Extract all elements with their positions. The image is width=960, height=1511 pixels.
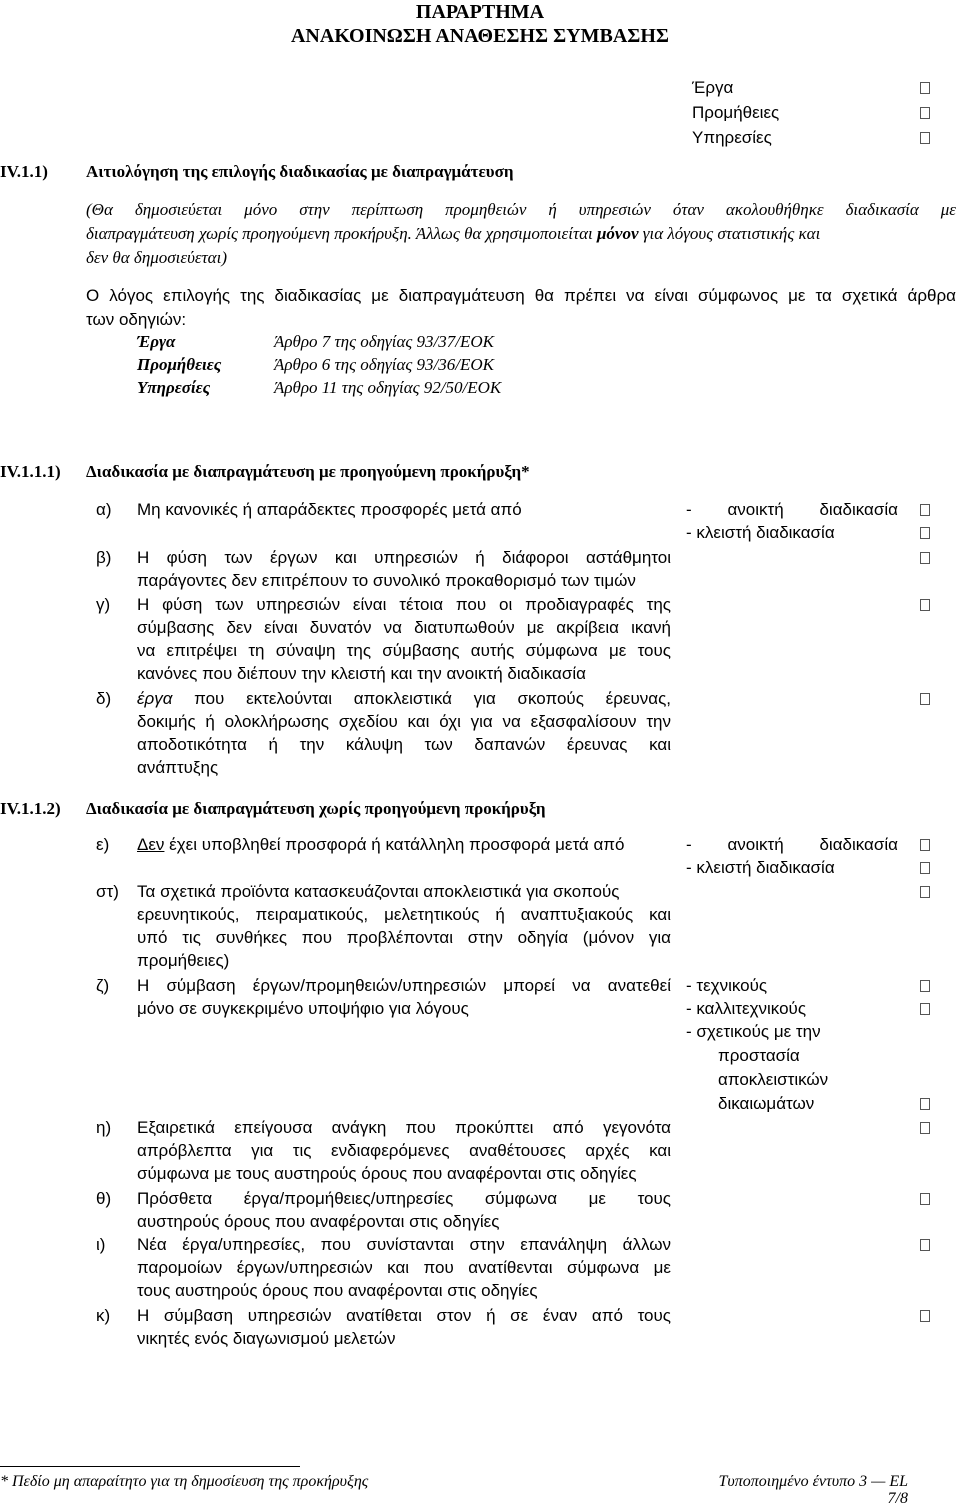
item-text: Δεν έχει υποβληθεί προσφορά ή κατάλληλη προσφορά μετά από bbox=[137, 835, 625, 854]
item-text: Η σύμβαση υπηρεσιών ανατίθεται στον ή σε έναν από τους bbox=[137, 1306, 671, 1325]
item-text: Η φύση των έργων και υπηρεσιών ή διάφοροι αστάθμητοι bbox=[137, 548, 671, 567]
item-text: παράγοντες δεν επιτρέπουν το συνολικό προκαθορισμό των τιμών bbox=[137, 571, 636, 590]
option-label: - τεχνικούς bbox=[686, 976, 768, 995]
page-title: ΠΑΡΑΡΤΗΜΑ bbox=[415, 1, 545, 23]
item-text: Μη κανονικές ή απαράδεκτες προσφορές μετά από bbox=[137, 500, 522, 519]
item-text: Η φύση των υπηρεσιών είναι τέτοια που οι προδιαγραφές της bbox=[137, 595, 671, 614]
page-number: 7/8 bbox=[887, 1490, 908, 1507]
option-checkbox[interactable] bbox=[920, 862, 930, 874]
option-checkbox[interactable] bbox=[920, 1098, 930, 1110]
option-label: - σχετικούς με την bbox=[686, 1022, 821, 1041]
item-label: ζ) bbox=[96, 976, 110, 995]
item-text: σύμβασης δεν είναι δυνατόν να διατυπωθούν με ακρίβεια ικανή bbox=[137, 618, 671, 637]
section-number: IV.1.1.2) bbox=[0, 799, 61, 818]
option-checkbox[interactable] bbox=[920, 504, 930, 516]
footer-divider bbox=[0, 1466, 300, 1467]
item-label: στ) bbox=[96, 882, 119, 901]
item-text: δοκιμής ή ολοκλήρωσης σχεδίου και όχι για να εξασφαλίσουν την bbox=[137, 712, 671, 731]
directive-article: Άρθρο 6 της οδηγίας 93/36/ΕΟΚ bbox=[274, 355, 494, 374]
item-text: παρομοίων έργων/υπηρεσιών και που ανατίθενται σύμφωνα με bbox=[137, 1258, 671, 1277]
item-label: θ) bbox=[96, 1189, 112, 1208]
item-text: απρόβλεπτα για τις ενδιαφερόμενες αναθέτουσες αρχές και bbox=[137, 1141, 671, 1160]
option-checkbox[interactable] bbox=[920, 552, 930, 564]
item-text: μόνο σε συγκεκριμένο υποψήφιο για λόγους bbox=[137, 999, 469, 1018]
section-number: IV.1.1) bbox=[0, 162, 48, 181]
option-label: - ανοικτή διαδικασία bbox=[686, 835, 898, 854]
section-number: IV.1.1.1) bbox=[0, 462, 61, 481]
item-text: Η σύμβαση έργων/προμηθειών/υπηρεσιών μπορεί να ανατεθεί bbox=[137, 976, 671, 995]
type-services-checkbox[interactable] bbox=[920, 132, 930, 144]
section-heading: Αιτιολόγηση της επιλογής διαδικασίας με διαπραγμάτευση bbox=[86, 162, 514, 181]
type-works-label: Έργα bbox=[692, 78, 734, 97]
item-text: τους αυστηρούς όρους που αναφέρονται στις οδηγίες bbox=[137, 1281, 538, 1300]
type-supplies-label: Προμήθειες bbox=[692, 103, 780, 122]
option-checkbox[interactable] bbox=[920, 693, 930, 705]
paragraph-line: Ο λόγος επιλογής της διαδικασίας με διαπραγμάτευση θα πρέπει να είναι σύμφωνος με τα σχετικά άρθρα bbox=[86, 286, 956, 305]
item-label: η) bbox=[96, 1118, 112, 1137]
option-label: - καλλιτεχνικούς bbox=[686, 999, 807, 1018]
footer-form-id: Τυποποιημένο έντυπο 3 — EL bbox=[718, 1473, 908, 1490]
item-text: υπό τις συνθήκες που προβλέπονται στην οδηγία (μόνον για bbox=[137, 928, 671, 947]
type-supplies-checkbox[interactable] bbox=[920, 107, 930, 119]
item-text: ανάπτυξης bbox=[137, 758, 219, 777]
option-checkbox[interactable] bbox=[920, 1122, 930, 1134]
item-text: προμήθειες) bbox=[137, 951, 230, 970]
option-label: αποκλειστικών bbox=[718, 1070, 829, 1089]
item-label: ι) bbox=[96, 1235, 106, 1254]
item-text: ερευνητικούς, πειραματικούς, μελετητικούς ή αναπτυξιακούς και bbox=[137, 905, 671, 924]
directive-type: Υπηρεσίες bbox=[137, 378, 211, 397]
option-checkbox[interactable] bbox=[920, 886, 930, 898]
item-text: νικητές ενός διαγωνισμού μελετών bbox=[137, 1329, 396, 1348]
item-text: κανόνες που διέπουν την κλειστή και την ανοικτή διαδικασία bbox=[137, 664, 586, 683]
item-label: κ) bbox=[96, 1306, 111, 1325]
option-checkbox[interactable] bbox=[920, 599, 930, 611]
page-subtitle: ΑΝΑΚΟΙΝΩΣΗ ΑΝΑΘΕΣΗΣ ΣΥΜΒΑΣΗΣ bbox=[290, 25, 670, 47]
option-label: - ανοικτή διαδικασία bbox=[686, 500, 898, 519]
directive-article: Άρθρο 11 της οδηγίας 92/50/ΕΟΚ bbox=[274, 378, 502, 397]
option-label: δικαιωμάτων bbox=[718, 1094, 815, 1113]
paragraph-line: των οδηγιών: bbox=[86, 310, 187, 329]
note-line: διαπραγμάτευση χωρίς προηγούμενη προκήρυξη. Άλλως θα χρησιμοποιείται μόνον για λόγους στατιστικής και bbox=[86, 224, 821, 243]
option-checkbox[interactable] bbox=[920, 1003, 930, 1015]
item-text: αυστηρούς όρους που αναφέρονται στις οδηγίες bbox=[137, 1212, 500, 1231]
option-label: - κλειστή διαδικασία bbox=[686, 523, 835, 542]
option-checkbox[interactable] bbox=[920, 980, 930, 992]
item-text: Νέα έργα/υπηρεσίες, που συνίστανται στην επανάληψη άλλων bbox=[137, 1235, 671, 1254]
item-label: ε) bbox=[96, 835, 110, 854]
item-text: έργα που εκτελούνται αποκλειστικά για σκοπούς έρευνας, bbox=[137, 689, 671, 708]
item-label: α) bbox=[96, 500, 112, 519]
option-label: προστασία bbox=[718, 1046, 800, 1065]
option-checkbox[interactable] bbox=[920, 1193, 930, 1205]
section-heading: Διαδικασία με διαπραγμάτευση χωρίς προηγούμενη προκήρυξη bbox=[86, 799, 546, 818]
type-services-label: Υπηρεσίες bbox=[692, 128, 772, 147]
option-checkbox[interactable] bbox=[920, 839, 930, 851]
item-label: γ) bbox=[96, 595, 111, 614]
option-checkbox[interactable] bbox=[920, 527, 930, 539]
directive-article: Άρθρο 7 της οδηγίας 93/37/ΕΟΚ bbox=[274, 332, 494, 351]
directive-type: Προμήθειες bbox=[137, 355, 222, 374]
item-text: Πρόσθετα έργα/προμήθειες/υπηρεσίες σύμφωνα με τους bbox=[137, 1189, 671, 1208]
option-label: - κλειστή διαδικασία bbox=[686, 858, 835, 877]
option-checkbox[interactable] bbox=[920, 1239, 930, 1251]
item-text: να επιτρέψει τη σύναψη της σύμβασης αυτής σύμφωνα με τους bbox=[137, 641, 671, 660]
type-works-checkbox[interactable] bbox=[920, 82, 930, 94]
item-text: σύμφωνα με τους αυστηρούς όρους που αναφέρονται στις οδηγίες bbox=[137, 1164, 637, 1183]
note-line: (Θα δημοσιεύεται μόνο στην περίπτωση προμηθειών ή υπηρεσιών όταν ακολουθήθηκε διαδικασία με bbox=[86, 200, 956, 219]
item-text: Εξαιρετικά επείγουσα ανάγκη που προκύπτει από γεγονότα bbox=[137, 1118, 671, 1137]
item-label: δ) bbox=[96, 689, 112, 708]
directive-type: Έργα bbox=[137, 332, 176, 351]
item-label: β) bbox=[96, 548, 112, 567]
footer-note: * Πεδίο μη απαραίτητο για τη δημοσίευση της προκήρυξης bbox=[0, 1473, 369, 1490]
option-checkbox[interactable] bbox=[920, 1310, 930, 1322]
section-heading: Διαδικασία με διαπραγμάτευση με προηγούμενη προκήρυξη* bbox=[86, 462, 530, 481]
item-text: Τα σχετικά προϊόντα κατασκευάζονται αποκλειστικά για σκοπούς bbox=[137, 882, 620, 901]
item-text: αποδοτικότητα ή την κάλυψη των δαπανών έρευνας και bbox=[137, 735, 671, 754]
note-line: δεν θα δημοσιεύεται) bbox=[86, 248, 227, 267]
